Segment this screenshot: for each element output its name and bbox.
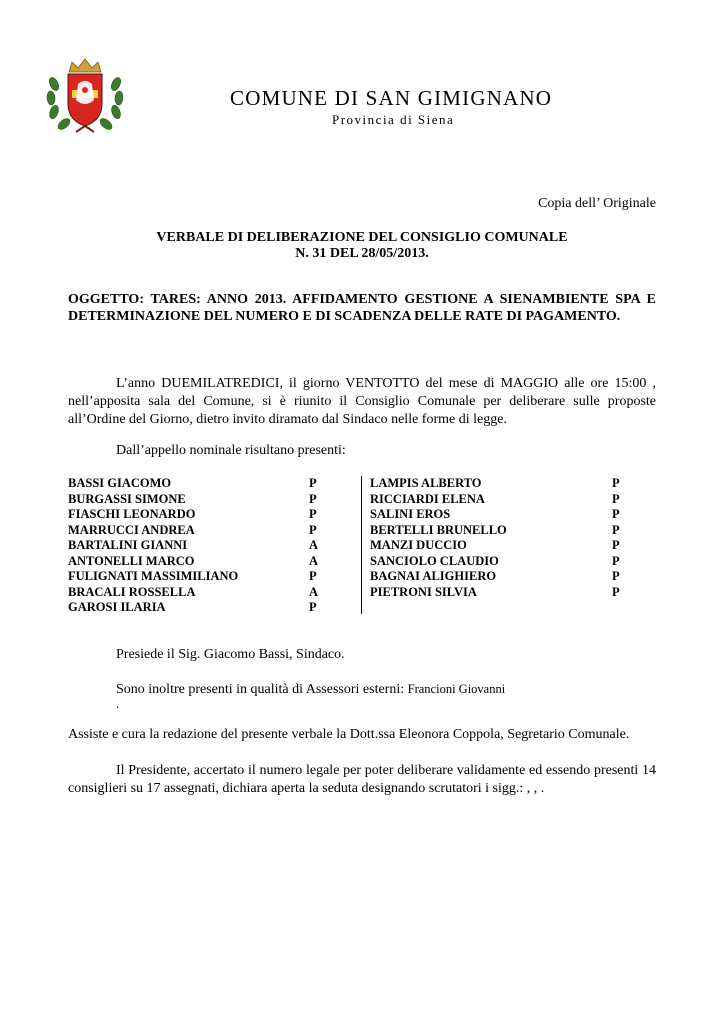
- attendance-status: P: [612, 538, 620, 552]
- subject-oggetto: OGGETTO: TARES: ANNO 2013. AFFIDAMENTO GESTIONE A SIENAMBIENTE SPA E DETERMINAZIONE DEL NUMERO E DI SCADENZA DELLE RATE DI PAGAMENTO.: [68, 292, 656, 324]
- attendance-status: A: [309, 553, 319, 568]
- councillor-name: BARTALINI GIANNI: [68, 538, 188, 552]
- presiede-line: Presiede il Sig. Giacomo Bassi, Sindaco.: [116, 647, 345, 662]
- attendance-row: [68, 492, 358, 508]
- attendance-row: [370, 585, 656, 601]
- attendance-row: [68, 585, 358, 601]
- presidente-paragraph: Il Presidente, accertato il numero legale per poter deliberare validamente ed essendo presenti 14 consiglieri su 17 assegnati, dichiara aperta la seduta designando scrutatori i sigg.: , , .: [68, 763, 656, 796]
- councillor-name: MARRUCCI ANDREA: [68, 522, 195, 537]
- councillor-name: BERTELLI BRUNELLO: [370, 522, 507, 537]
- assessori-line: [68, 680, 656, 699]
- attendance-status: P: [612, 507, 620, 521]
- councillor-name: BRACALI ROSSELLA: [68, 584, 196, 599]
- attendance-status: P: [309, 491, 317, 506]
- attendance-status: P: [612, 476, 620, 490]
- attendance-row: [68, 507, 358, 523]
- councillor-name: BAGNAI ALIGHIERO: [370, 569, 497, 583]
- attendance-status: A: [309, 538, 319, 552]
- councillor-name: SALINI EROS: [370, 507, 451, 521]
- assessori-end: .: [116, 697, 120, 711]
- attendance-status: P: [612, 491, 620, 506]
- attendance-status: P: [309, 600, 317, 614]
- councillor-name: PIETRONI SILVIA: [370, 584, 477, 599]
- attendance-row: [370, 476, 656, 492]
- attendance-row: [370, 507, 656, 523]
- appello-label: Dall’appello nominale risultano presenti:: [116, 443, 346, 458]
- attendance-status: P: [309, 507, 317, 521]
- attendance-row: [68, 600, 358, 616]
- verbale-line1: VERBALE DI DELIBERAZIONE DEL CONSIGLIO COMUNALE: [156, 230, 568, 245]
- attendance-status: P: [612, 522, 620, 537]
- attendance-row: [370, 523, 656, 539]
- councillor-name: FIASCHI LEONARDO: [68, 507, 196, 521]
- attendance-status: P: [612, 553, 620, 568]
- assessori-label: Sono inoltre presenti in qualità di Assessori esterni:: [116, 682, 405, 697]
- assessori-names: Francioni Giovanni: [407, 682, 506, 696]
- verbale-heading: [68, 230, 656, 262]
- attendance-row: [68, 523, 358, 539]
- councillor-name: BASSI GIACOMO: [68, 476, 172, 490]
- councillor-name: LAMPIS ALBERTO: [370, 476, 482, 490]
- councillor-name: SANCIOLO CLAUDIO: [370, 553, 499, 568]
- councillor-name: ANTONELLI MARCO: [68, 553, 195, 568]
- attendance-row: [370, 492, 656, 508]
- attendance-status: P: [612, 569, 620, 583]
- attendance-status: P: [309, 569, 317, 583]
- attendance-row: [68, 538, 358, 554]
- verbale-line2: N. 31 DEL 28/05/2013.: [295, 246, 429, 261]
- councillor-name: FULIGNATI MASSIMILIANO: [68, 569, 239, 583]
- attendance-status: P: [309, 522, 317, 537]
- councillor-name: MANZI DUCCIO: [370, 538, 467, 552]
- attendance-row: [68, 569, 358, 585]
- attendance-left-column: [68, 476, 358, 616]
- municipality-title: COMUNE DI SAN GIMIGNANO: [230, 86, 553, 110]
- attendance-status: P: [309, 476, 317, 490]
- copy-note: Copia dell’ Originale: [538, 196, 656, 211]
- councillor-name: RICCIARDI ELENA: [370, 491, 485, 506]
- attendance-divider: [361, 476, 362, 614]
- attendance-status: A: [309, 584, 319, 599]
- attendance-row: [68, 554, 358, 570]
- attendance-row: [370, 569, 656, 585]
- councillor-name: BURGASSI SIMONE: [68, 491, 186, 506]
- councillor-name: GAROSI ILARIA: [68, 600, 166, 614]
- attendance-row: [370, 538, 656, 554]
- attendance-row: [370, 554, 656, 570]
- comune-crest-logo: [42, 54, 128, 138]
- intro-paragraph: L’anno DUEMILATREDICI, il giorno VENTOTTO del mese di MAGGIO alle ore 15:00 , nell’apposita sala del Comune, si è riunito il Consiglio Comunale per deliberare sulle proposte all’Ordine del Giorno, dietro invito diramato dal Sindaco nelle forme di legge.: [68, 376, 656, 427]
- province-subtitle: Provincia di Siena: [332, 112, 455, 127]
- attendance-status: P: [612, 584, 620, 599]
- assiste-line: Assiste e cura la redazione del presente verbale la Dott.ssa Eleonora Coppola, Segretario Comunale.: [68, 727, 630, 742]
- attendance-right-column: [370, 476, 656, 600]
- attendance-row: [68, 476, 358, 492]
